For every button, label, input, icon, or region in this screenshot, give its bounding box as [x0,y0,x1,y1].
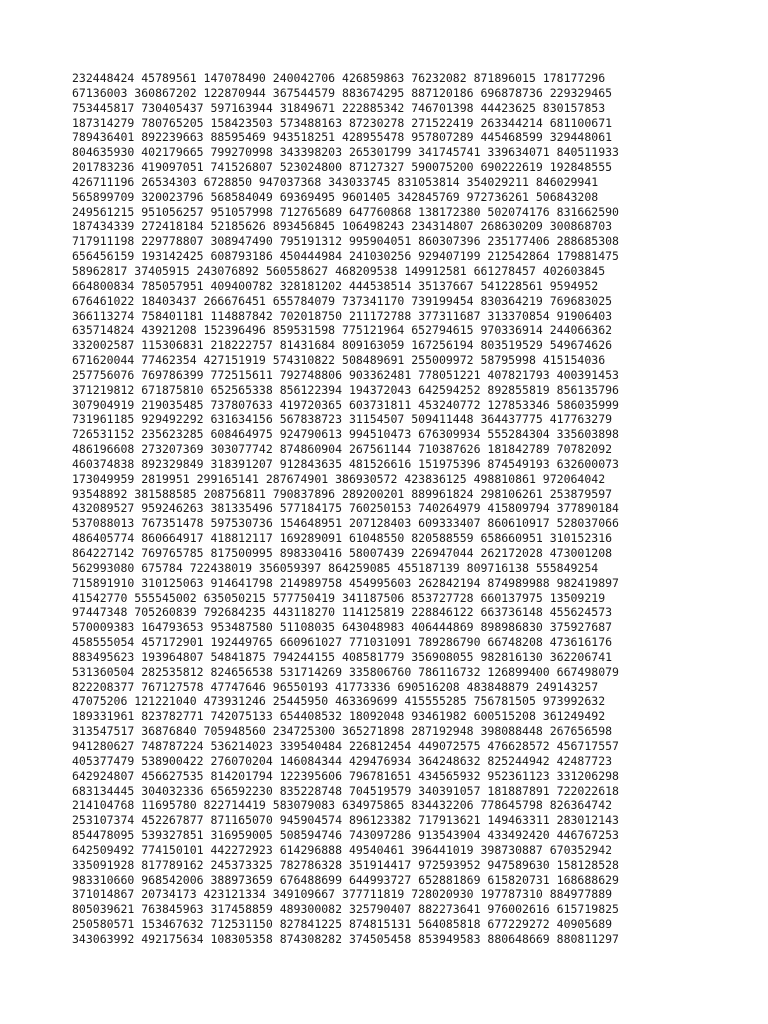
text-line: 486405774 860664917 418812117 169289091 61048550 820588559 658660951 310152316 [72,531,613,546]
text-line: 458555054 457172901 192449765 660961027 771031091 789286790 66748208 473616176 [72,635,613,650]
text-line: 642924807 456627535 814201794 122395606 796781651 434565932 952361123 331206298 [72,768,619,783]
text-line: 635714824 43921208 152396496 859531598 775121964 652794615 970336914 244066362 [72,323,613,338]
text-line: 187314279 780765205 158423503 573488163 87230278 271522419 263344214 681100671 [72,115,613,130]
text-line: 249561215 951056257 951057998 712765689 647760868 138172380 502074176 831662590 [72,204,619,219]
text-line: 250580571 153467632 712531150 827841225 874815131 564085818 677229272 40905689 [72,917,613,932]
text-line: 570009383 164793653 953487580 51108035 643048983 406444869 898986830 375927687 [72,620,613,635]
text-line: 93548892 381588585 208756811 790837896 289200201 889961824 298106261 253879597 [72,486,613,501]
text-line: 67136003 360867202 122870944 367544579 883674295 887120186 696878736 229329465 [72,85,613,100]
text-line: 173049959 2819951 299165141 287674901 386930572 423836125 498810861 972064042 [72,471,606,486]
number-listing [72,71,752,947]
text-line: 562993080 675784 722438019 356059397 864259085 455187139 809716138 555849254 [72,560,599,575]
text-line: 676461022 18403437 266676451 655784079 737341170 739199454 830364219 769683025 [72,293,613,308]
text-line: 864227142 769765785 817500995 898330416 58007439 226947044 262172028 473001208 [72,546,613,560]
text-line: 715891910 310125063 914641798 214989758 454995603 262842194 874989988 982419897 [72,575,619,590]
text-line: 58962817 37405915 243076892 560558627 468209538 149912581 661278457 402603845 [72,263,606,278]
text-line: 307904919 219035485 737807633 419720365 603731811 453240772 127853346 586035999 [72,397,619,412]
text-line: 257756076 769786399 772515611 792748806 903362481 778051221 407821793 400391453 [72,367,619,382]
text-line: 371219812 671875810 652565338 856122394 194372043 642594252 892855819 856135796 [72,382,619,397]
text-line: 726531152 235623285 608464975 924790613 994510473 676309934 555284304 335603898 [72,427,619,442]
text-line: 426711196 26534303 6728850 947037368 343033745 831053814 354029211 846029941 [72,174,599,189]
text-line: 41542770 555545002 635050215 577750419 341187506 853727728 660137975 13509219 [72,590,606,605]
text-line: 789436401 892239663 88595469 943518251 428955478 957807289 445468599 329448061 [72,130,613,145]
text-line: 47075206 121221040 473931246 25445950 463369699 415555285 756781505 973992632 [72,694,606,709]
text-line: 941280627 748787224 536214023 339540484 226812454 449072575 476628572 456717557 [72,738,619,753]
text-line: 201783236 419097051 741526807 523024800 87127327 590075200 690222619 192848555 [72,160,613,175]
text-line: 189331961 823782771 742075133 654408532 18092048 93461982 600515208 361249492 [72,709,606,724]
text-line: 656456159 193142425 608793186 450444984 241030256 929407199 212542864 179881475 [72,249,619,264]
text-line: 537088013 767351478 597530736 154648951 207128403 609333407 860610917 528037066 [72,516,619,531]
text-line: 642509492 774150101 442272923 614296888 49540461 396441019 398730887 670352942 [72,842,613,857]
text-line: 97447348 705260839 792684235 443118270 114125819 228846122 663736148 455624573 [72,605,613,620]
text-line: 460374838 892329849 318391207 912843635 481526616 151975396 874549193 632600073 [72,456,619,471]
text-line: 432089527 959246263 381335496 577184175 760250153 740264979 415809794 377890184 [72,501,619,516]
text-line: 731961185 929492292 631634156 567838723 31154507 509411448 364437775 417763279 [72,412,613,427]
text-line: 822208377 767127578 47747646 96550193 41773336 690516208 483848879 249143257 [72,679,599,694]
text-line: 983310660 968542006 388973659 676488699 644993727 652881869 615820731 168688629 [72,872,619,887]
text-line: 664800834 785057951 409400782 328181202 444538514 35137667 541228561 9594952 [72,278,599,293]
text-line: 313547517 36876840 705948560 234725300 365271898 287192948 398088448 267656598 [72,724,613,739]
text-line: 335091928 817789162 245373325 782786328 351914417 972593952 947589630 158128528 [72,857,619,872]
text-line: 883495623 193964807 54841875 794244155 408581779 356908055 982816130 362206741 [72,649,613,664]
text-line: 671620044 77462354 427151919 574310822 508489691 255009972 58795998 415154036 [72,353,606,368]
text-line: 232448424 45789561 147078490 240042706 426859863 76232082 871896015 178177296 [72,71,606,85]
text-line: 717911198 229778807 308947490 795191312 995904051 860307396 235177406 288685308 [72,234,619,249]
text-line: 854478095 539327851 316959005 508594746 743097286 913543904 433492420 446767253 [72,828,619,843]
text-line: 753445817 730405437 597163944 31849671 222885342 746701398 44423625 830157853 [72,100,606,115]
text-line: 371014867 20734173 423121334 349109667 377711819 728020930 197787310 884977889 [72,887,613,902]
text-line: 214104768 11695780 822714419 583079083 634975865 834432206 778645798 826364742 [72,798,613,813]
text-line: 187434339 272418184 52185626 893456845 106498243 234314807 268630209 300868703 [72,219,613,234]
text-line: 565899709 320023796 568584049 69369495 9601405 342845769 972736261 506843208 [72,189,599,204]
text-line: 805039621 763845963 317458859 489300082 325790407 882273641 976002616 615719825 [72,902,619,917]
text-line: 253107374 452267877 871165070 945904574 896123382 717913621 149463311 283012143 [72,813,619,828]
text-line: 366113274 758401181 114887842 702018750 211172788 377311687 313370854 91906403 [72,308,613,323]
text-line: 804635930 402179665 799270998 343398203 265301799 341745741 339634071 840511933 [72,145,619,160]
text-line: 332002587 115306831 218222757 81431684 809163059 167256194 803519529 549674626 [72,338,613,353]
text-line: 531360504 282535812 824656538 531714269 335806760 786116732 126899400 667498079 [72,664,619,679]
text-line: 683134445 304032336 656592230 835228748 704519579 340391057 181887891 722022618 [72,783,619,798]
text-line: 343063992 492175634 108305358 874308282 374505458 853949583 880648669 880811297 [72,931,619,946]
text-line: 405377479 538900422 276070204 146084344 429476934 364248632 825244942 42487723 [72,753,613,768]
text-line: 486196608 273207369 303077742 874860904 267561144 710387626 181842789 70782092 [72,442,613,457]
